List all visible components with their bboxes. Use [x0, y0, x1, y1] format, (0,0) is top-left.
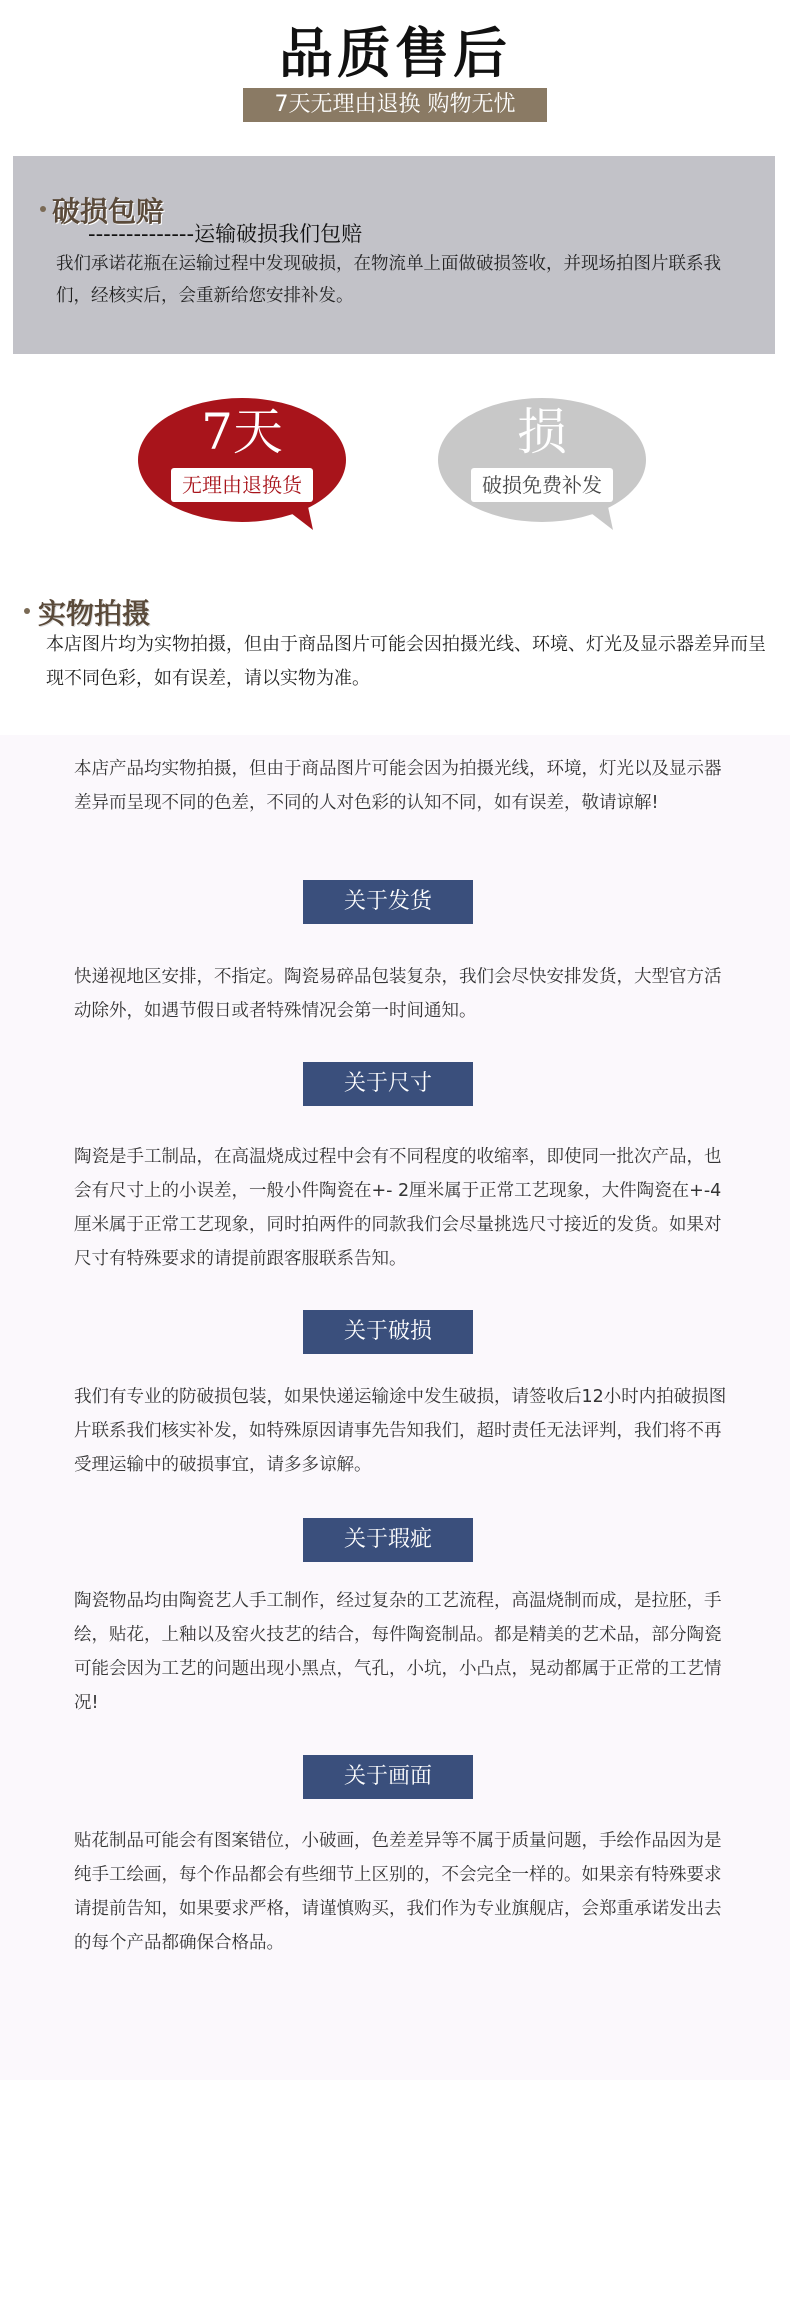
seven-day-return-badge: [137, 392, 347, 532]
section-title-flaws: 关于瑕疵: [303, 1518, 473, 1562]
bullet-dot: [40, 206, 46, 212]
page-title: 品质售后: [279, 21, 511, 85]
section-title-shipping: 关于发货: [303, 880, 473, 924]
damage-description: 我们承诺花瓶在运输过程中发现破损，在物流单上面做破损签收，并现场拍图片联系我们，经核实后，会重新给您安排补发。: [56, 254, 721, 306]
section-title-size: 关于尺寸: [303, 1062, 473, 1106]
damage-free-resend-badge: [437, 392, 647, 532]
section-title-damage: 关于破损: [303, 1310, 473, 1354]
damage-heading: 破损包赔: [52, 195, 165, 228]
badge-label: 无理由退换货: [171, 468, 313, 502]
damage-subheading: --------------运输破损我们包赔: [88, 222, 363, 246]
badge-label: 破损免费补发: [471, 468, 613, 502]
size-paragraph: 陶瓷是手工制品，在高温烧成过程中会有不同程度的收缩率，即使同一批次产品，也会有尺寸上的小误差，一般小件陶瓷在+- 2厘米属于正常工艺现象，大件陶瓷在+-4厘米属于正常工艺现象，同时拍两件的同款我们会尽量挑选尺寸接近的发货。如果对尺寸有特殊要求的请提前跟客服联系告知。: [74, 1147, 722, 1269]
section-title-pattern: 关于画面: [303, 1755, 473, 1799]
subtitle-banner: 7天无理由退换 购物无忧: [243, 88, 547, 122]
flaws-paragraph: 陶瓷物品均由陶瓷艺人手工制作，经过复杂的工艺流程，高温烧制而成，是拉胚，手绘，贴花，上釉以及窑火技艺的结合，每件陶瓷制品。都是精美的艺术品，部分陶瓷可能会因为工艺的问题出现小黑点，气孔，小坑，小凸点，晃动都属于正常的工艺情况!: [74, 1591, 722, 1713]
badge-big-text: 损: [517, 403, 567, 461]
real-photo-description: 本店图片均为实物拍摄，但由于商品图片可能会因拍摄光线、环境、灯光及显示器差异而呈现不同色彩，如有误差，请以实物为准。: [46, 634, 766, 689]
pattern-paragraph: 贴花制品可能会有图案错位，小破画，色差差异等不属于质量问题，手绘作品因为是纯手工绘画，每个作品都会有些细节上区别的，不会完全一样的。如果亲有特殊要求请提前告知，如果要求严格，请谨慎购买，我们作为专业旗舰店，会郑重承诺发出去的每个产品都确保合格品。: [74, 1831, 722, 1953]
bullet-dot: [24, 608, 30, 614]
damage-paragraph: 我们有专业的防破损包装，如果快递运输途中发生破损，请签收后12小时内拍破损图片联系我们核实补发，如特殊原因请事先告知我们，超时责任无法评判，我们将不再受理运输中的破损事宜，请多多谅解。: [74, 1387, 727, 1475]
real-photo-heading: 实物拍摄: [38, 597, 151, 630]
badge-big-text: 7天: [201, 403, 283, 461]
intro-paragraph: 本店产品均实物拍摄，但由于商品图片可能会因为拍摄光线，环境，灯光以及显示器差异而呈现不同的色差，不同的人对色彩的认知不同，如有误差，敬请谅解!: [74, 759, 722, 813]
shipping-paragraph: 快递视地区安排，不指定。陶瓷易碎品包装复杂，我们会尽快安排发货，大型官方活动除外，如遇节假日或者特殊情况会第一时间通知。: [74, 967, 722, 1021]
